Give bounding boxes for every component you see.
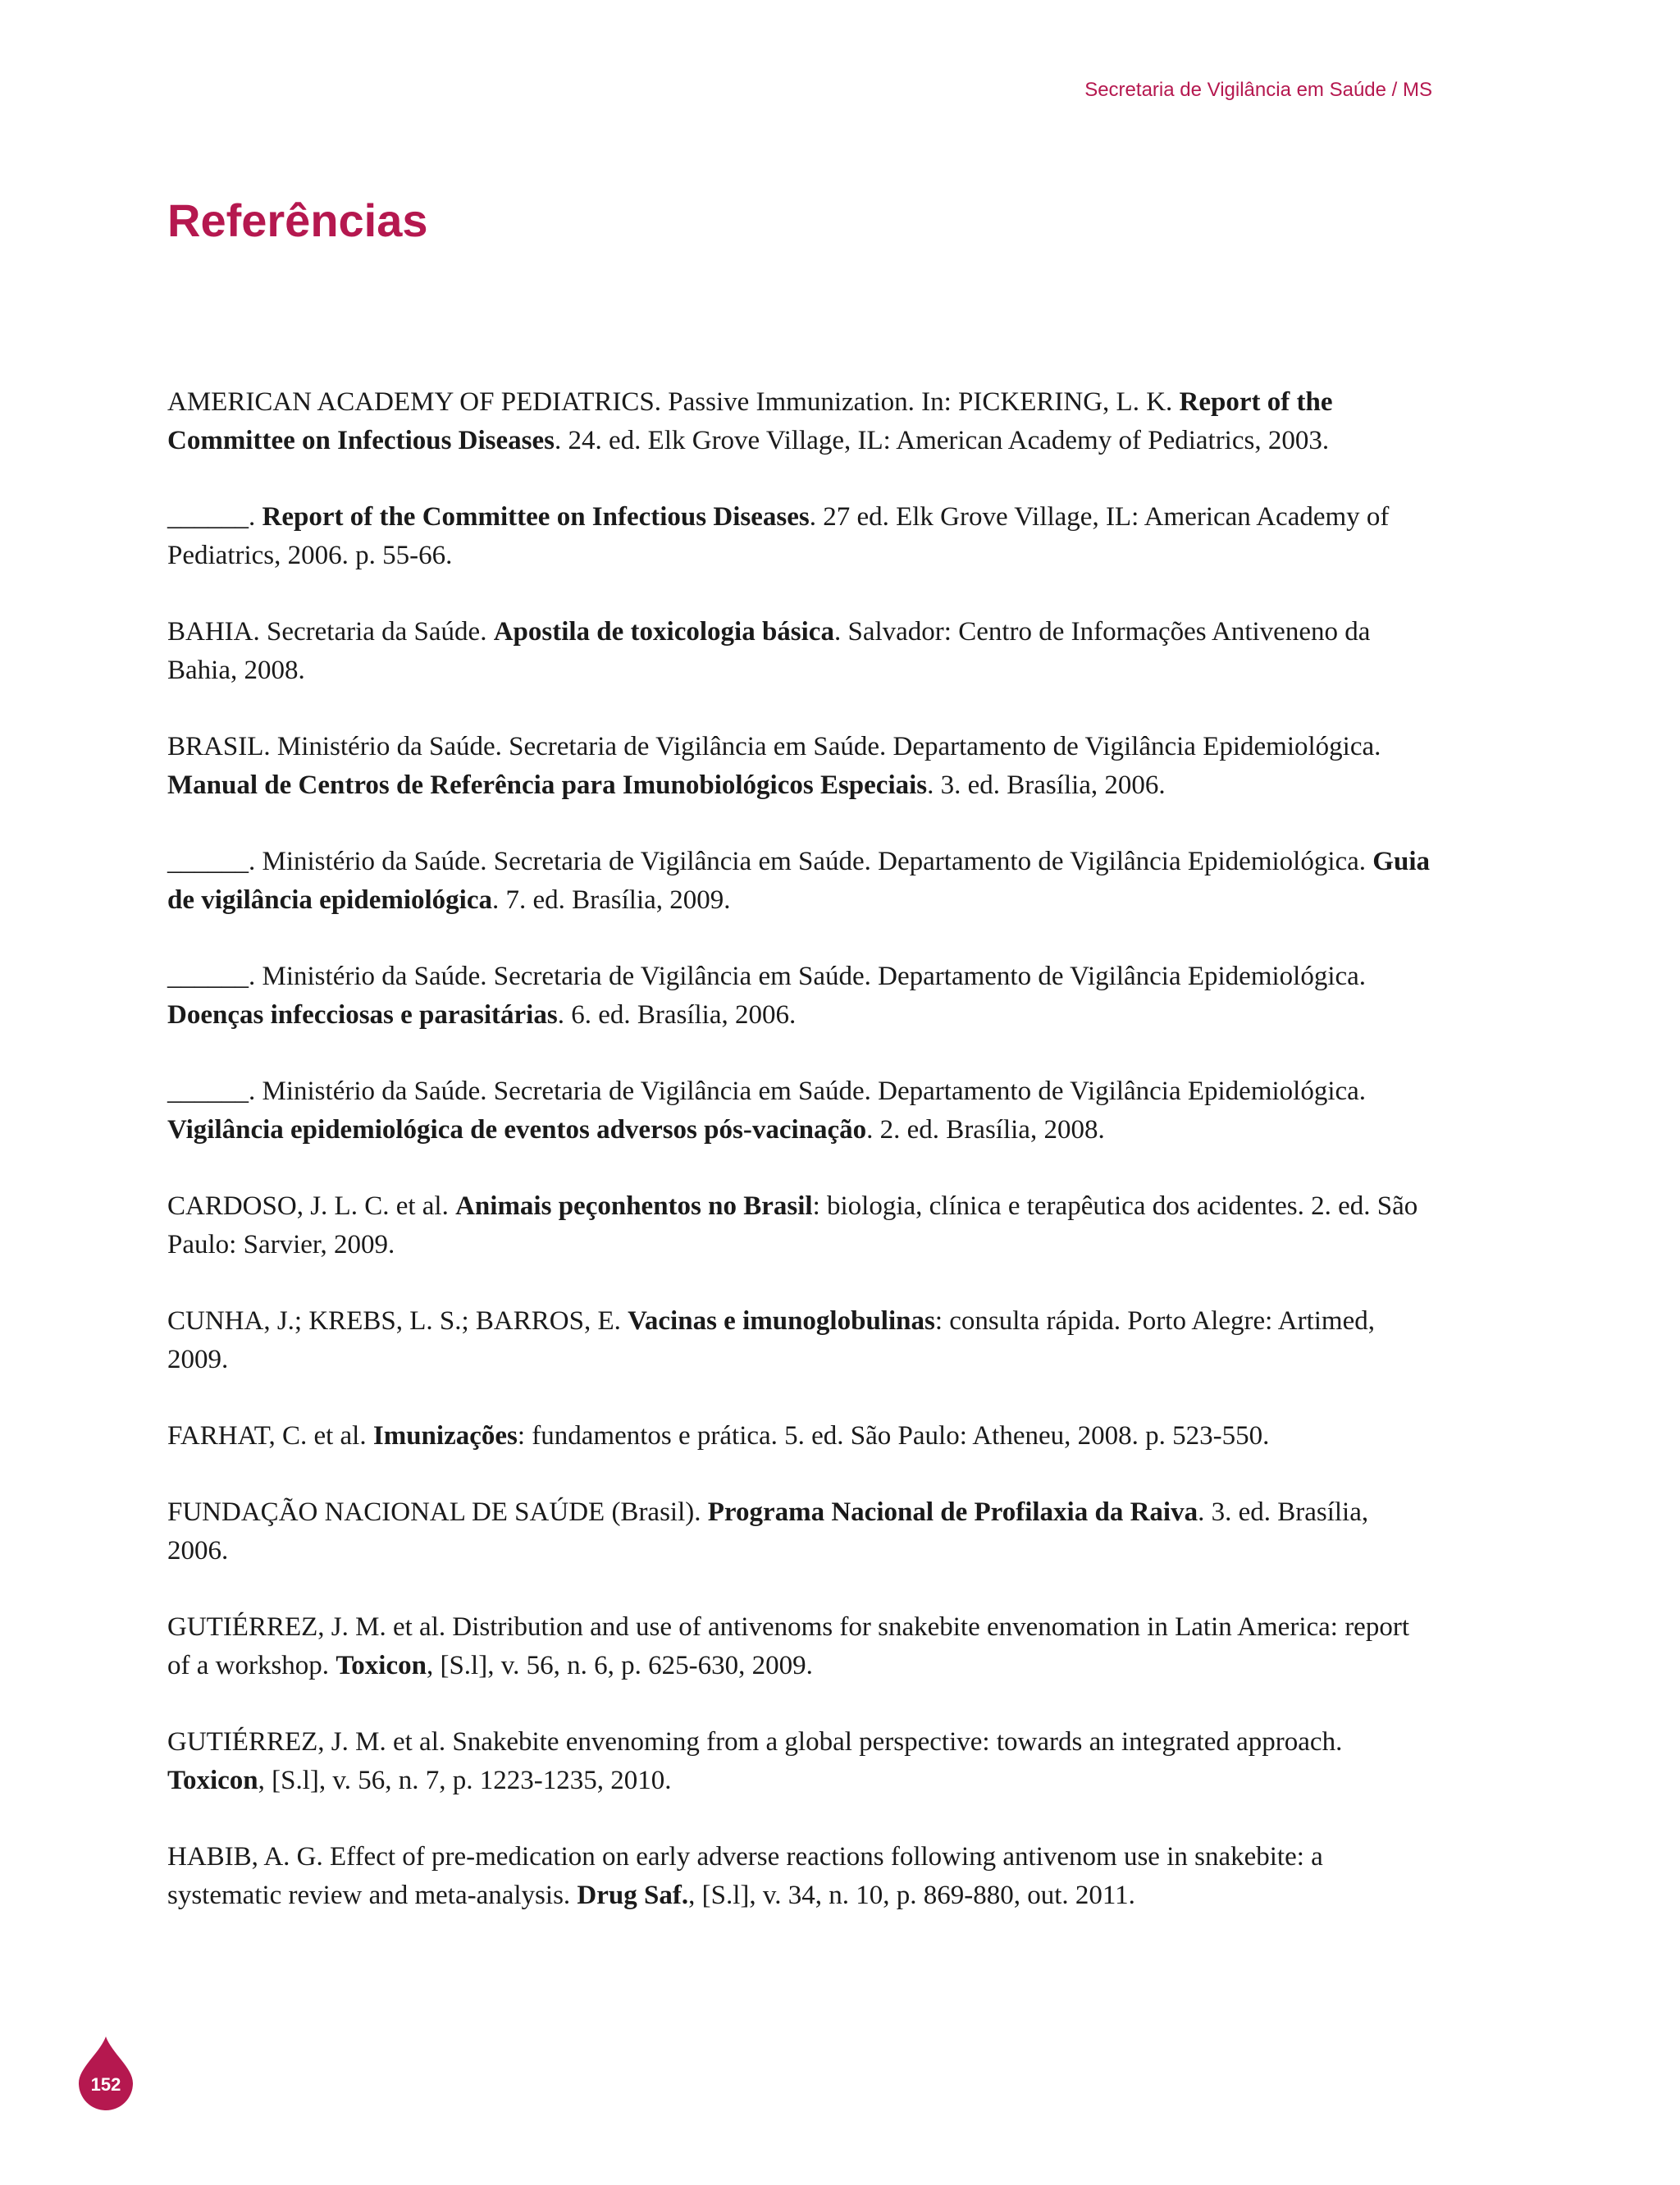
- reference-text: GUTIÉRREZ, J. M. et al. Snakebite envenoming from a global perspective: towards an integrated approach.: [167, 1727, 1343, 1757]
- reference-text: : biologia, clínica e terapêutica dos acidentes. 2. ed. São Paulo: Sarvier, 2009.: [167, 1191, 1418, 1259]
- reference-text: BRASIL. Ministério da Saúde. Secretaria de Vigilância em Saúde. Departamento de Vigilância Epidemiológica.: [167, 732, 1381, 761]
- reference-item: [167, 383, 1435, 460]
- reference-bold-title: Report of the Committee on Infectious Diseases: [167, 387, 1333, 455]
- reference-bold-title: Report of the Committee on Infectious Diseases: [262, 502, 810, 532]
- reference-text: FUNDAÇÃO NACIONAL DE SAÚDE (Brasil).: [167, 1497, 708, 1527]
- reference-bold-title: Toxicon: [167, 1766, 258, 1795]
- reference-text: ______. Ministério da Saúde. Secretaria de Vigilância em Saúde. Departamento de Vigilância Epidemiológica.: [167, 847, 1373, 876]
- reference-item: [167, 1493, 1435, 1570]
- reference-text: , [S.l], v. 56, n. 6, p. 625-630, 2009.: [426, 1651, 813, 1680]
- reference-text: CARDOSO, J. L. C. et al.: [167, 1191, 456, 1221]
- reference-bold-title: Vigilância epidemiológica de eventos adversos pós-vacinação: [167, 1115, 867, 1145]
- reference-text: ______. Ministério da Saúde. Secretaria de Vigilância em Saúde. Departamento de Vigilância Epidemiológica.: [167, 1077, 1367, 1106]
- reference-bold-title: Doenças infecciosas e parasitárias: [167, 1000, 558, 1030]
- reference-text: : consulta rápida. Porto Alegre: Artimed, 2009.: [167, 1306, 1375, 1374]
- reference-item: [167, 1723, 1435, 1800]
- reference-text: : fundamentos e prática. 5. ed. São Paulo: Atheneu, 2008. p. 523-550.: [517, 1421, 1270, 1451]
- reference-item: [167, 728, 1435, 805]
- page-number-badge: [79, 2036, 133, 2110]
- reference-item: [167, 1838, 1435, 1915]
- reference-item: [167, 1608, 1435, 1685]
- reference-text: . Salvador: Centro de Informações Antiveneno da Bahia, 2008.: [167, 617, 1371, 685]
- reference-bold-title: Apostila de toxicologia básica: [493, 617, 834, 647]
- reference-bold-title: Drug Saf.: [577, 1881, 689, 1910]
- reference-text: . 3. ed. Brasília, 2006.: [167, 1497, 1369, 1566]
- reference-text: , [S.l], v. 34, n. 10, p. 869-880, out. 2011.: [688, 1881, 1135, 1910]
- running-header: Secretaria de Vigilância em Saúde / MS: [1084, 79, 1432, 101]
- reference-text: . 7. ed. Brasília, 2009.: [491, 885, 731, 915]
- reference-item: [167, 613, 1435, 690]
- reference-text: , [S.l], v. 56, n. 7, p. 1223-1235, 2010.: [258, 1766, 672, 1795]
- reference-list: [167, 383, 1435, 1953]
- reference-bold-title: Vacinas e imunoglobulinas: [628, 1306, 935, 1336]
- reference-text: AMERICAN ACADEMY OF PEDIATRICS. Passive Immunization. In: PICKERING, L. K.: [167, 387, 1180, 417]
- reference-text: FARHAT, C. et al.: [167, 1421, 373, 1451]
- reference-text: ______.: [167, 502, 262, 532]
- reference-item: [167, 498, 1435, 575]
- reference-text: . 3. ed. Brasília, 2006.: [927, 770, 1166, 800]
- reference-bold-title: Manual de Centros de Referência para Imunobiológicos Especiais: [167, 770, 928, 800]
- reference-bold-title: Guia de vigilância epidemiológica: [167, 847, 1430, 915]
- reference-item: [167, 1417, 1435, 1456]
- reference-text: HABIB, A. G. Effect of pre-medication on early adverse reactions following antivenom use in snakebite: a systematic review and meta-analysis.: [167, 1842, 1323, 1910]
- reference-item: [167, 843, 1435, 920]
- reference-bold-title: Imunizações: [372, 1421, 518, 1451]
- reference-text: GUTIÉRREZ, J. M. et al. Distribution and use of antivenoms for snakebite envenomation in Latin America: report of a workshop.: [167, 1612, 1409, 1680]
- reference-item: [167, 958, 1435, 1035]
- reference-item: [167, 1187, 1435, 1264]
- reference-text: . 24. ed. Elk Grove Village, IL: American Academy of Pediatrics, 2003.: [555, 426, 1330, 455]
- reference-text: BAHIA. Secretaria da Saúde.: [167, 617, 494, 647]
- blood-drop-icon: [79, 2036, 133, 2110]
- reference-text: . 6. ed. Brasília, 2006.: [557, 1000, 797, 1030]
- reference-text: ______. Ministério da Saúde. Secretaria de Vigilância em Saúde. Departamento de Vigilância Epidemiológica.: [167, 962, 1367, 991]
- reference-text: . 2. ed. Brasília, 2008.: [866, 1115, 1105, 1145]
- page-title: Referências: [167, 194, 428, 246]
- page-number: 152: [90, 2074, 121, 2095]
- reference-bold-title: Programa Nacional de Profilaxia da Raiva: [707, 1497, 1198, 1527]
- reference-item: [167, 1302, 1435, 1379]
- reference-bold-title: Toxicon: [336, 1651, 427, 1680]
- reference-item: [167, 1072, 1435, 1150]
- reference-text: CUNHA, J.; KREBS, L. S.; BARROS, E.: [167, 1306, 628, 1336]
- reference-bold-title: Animais peçonhentos no Brasil: [455, 1191, 813, 1221]
- reference-text: . 27 ed. Elk Grove Village, IL: American Academy of Pediatrics, 2006. p. 55-66.: [167, 502, 1390, 570]
